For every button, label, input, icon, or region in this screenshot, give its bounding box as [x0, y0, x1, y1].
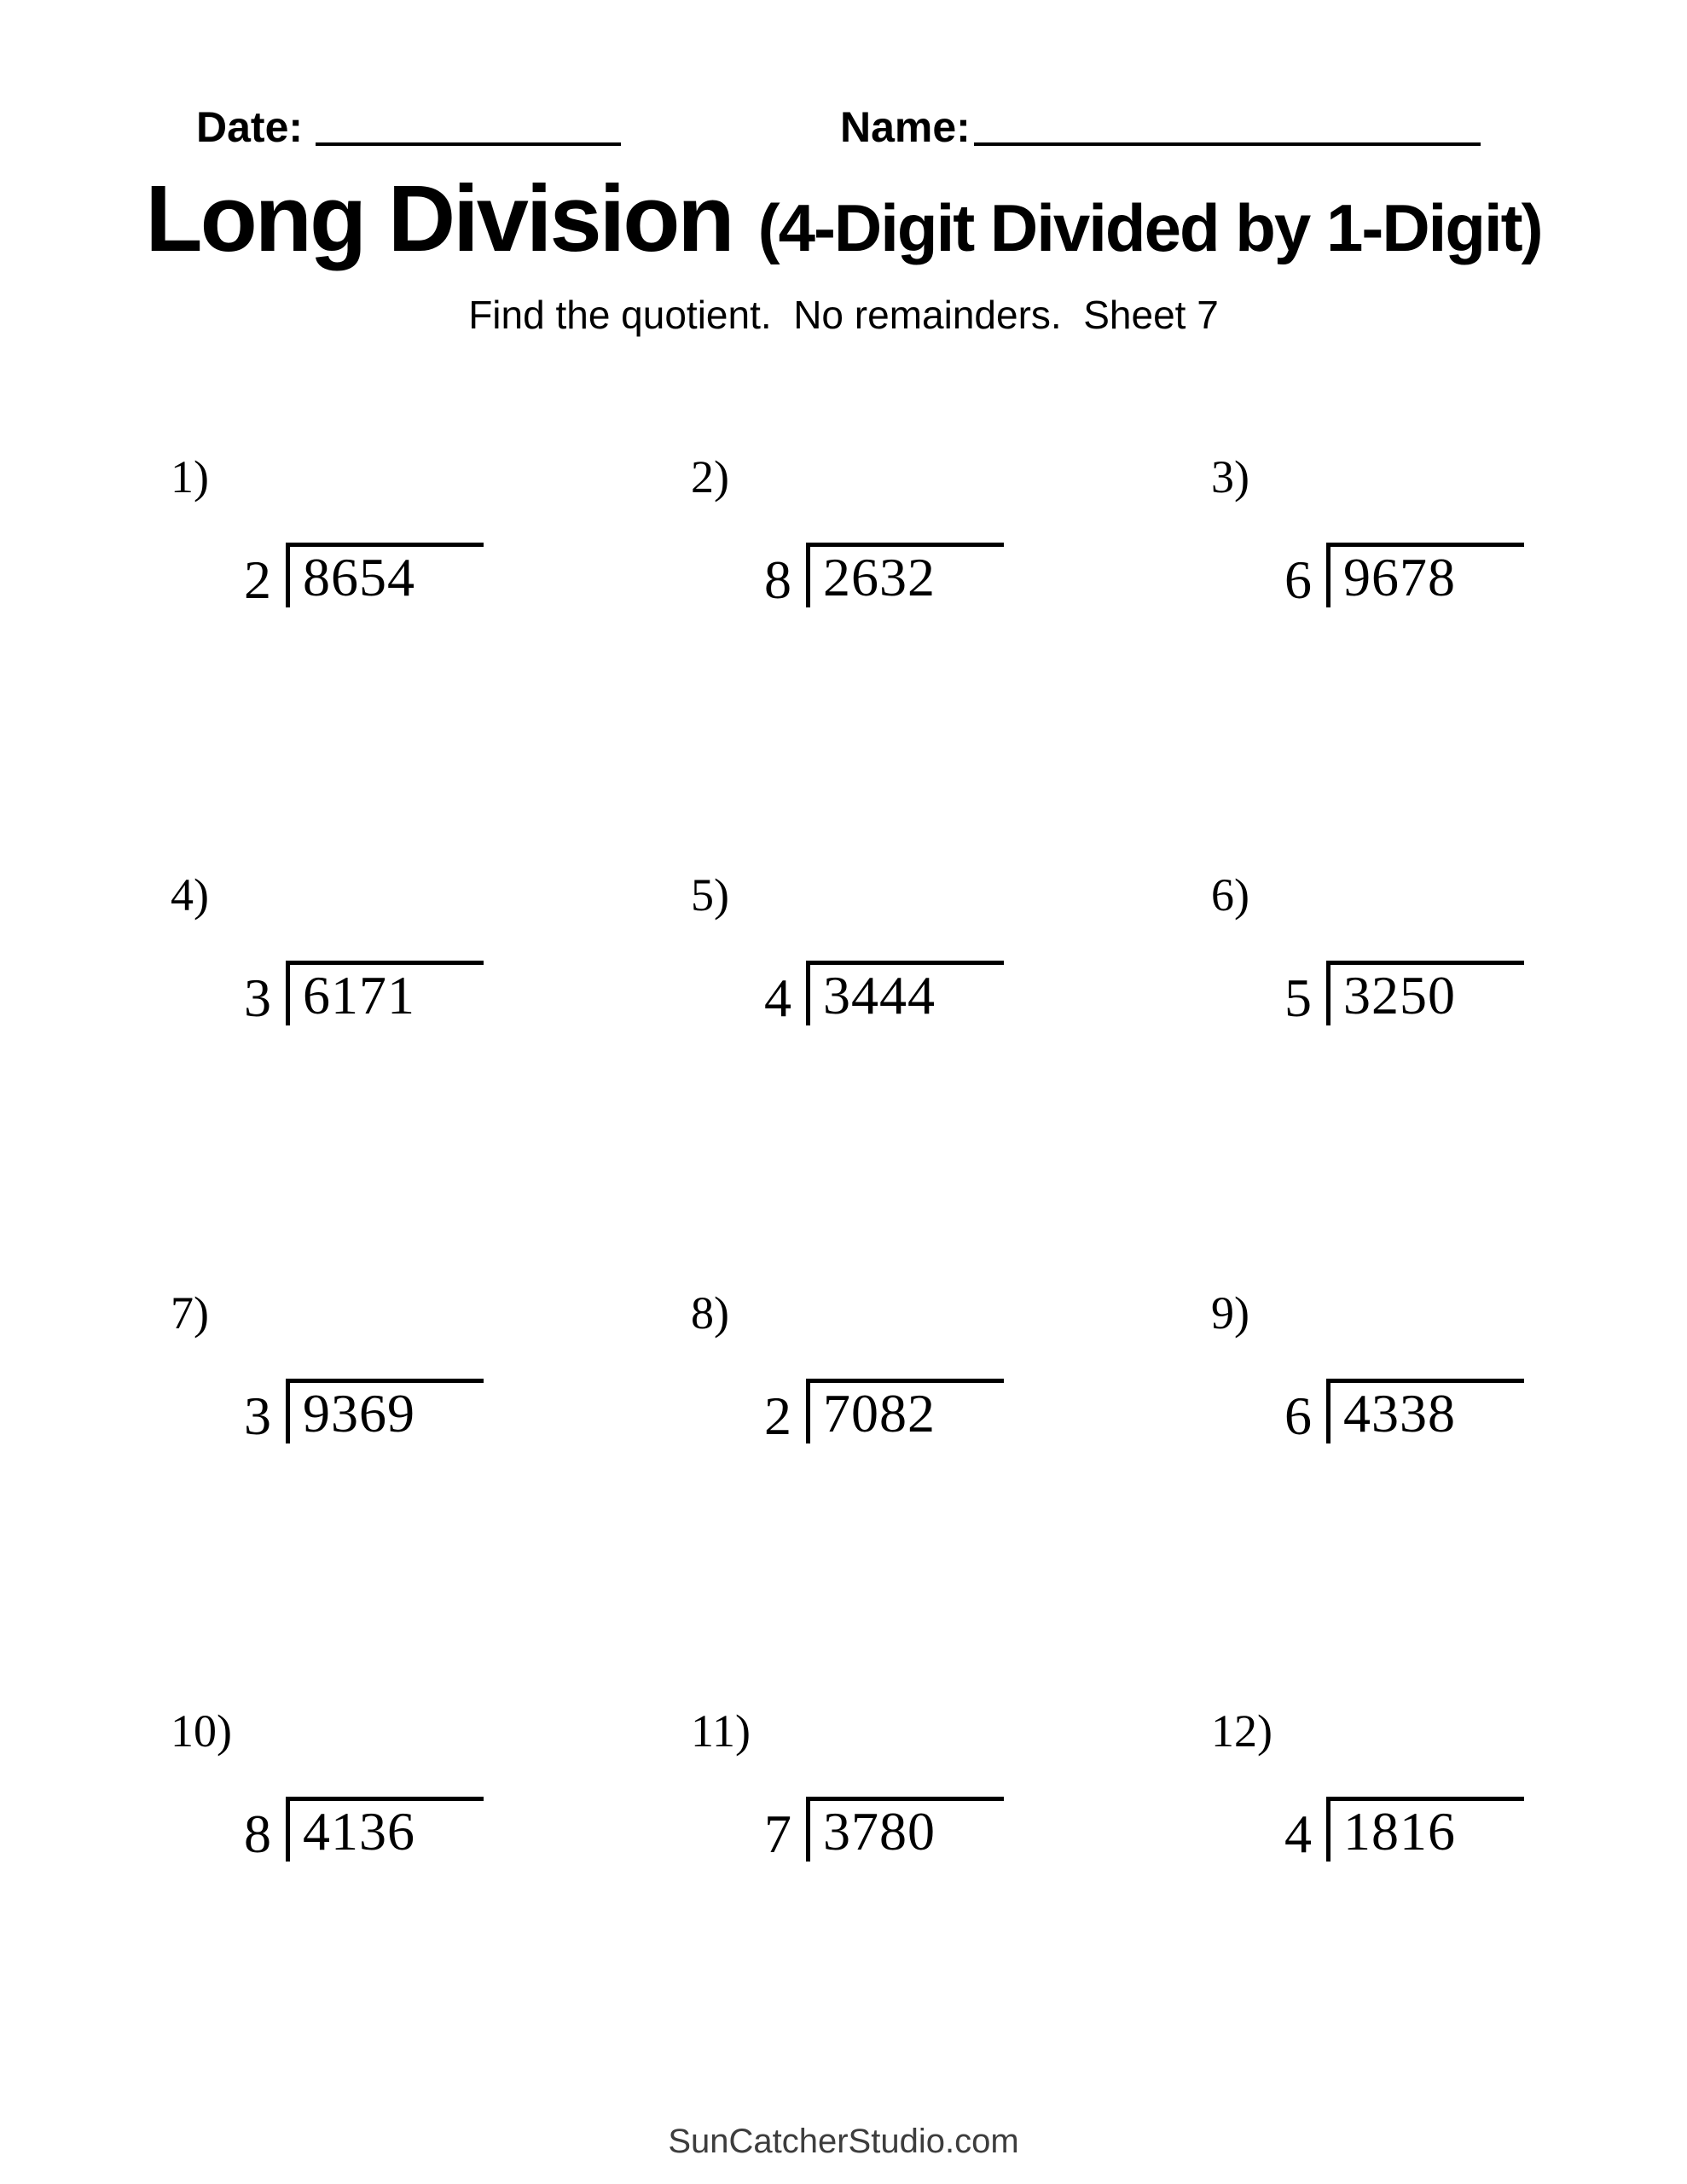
- long-division-expression: [244, 961, 484, 1028]
- title-suffix: (4-Digit Divided by 1-Digit): [757, 190, 1542, 265]
- divisor: 5: [1284, 967, 1312, 1028]
- problem-number: 6): [1211, 869, 1249, 921]
- problem-cell-3: [1211, 450, 1687, 868]
- dividend: 6171: [303, 965, 415, 1025]
- divisor: 8: [764, 549, 791, 610]
- long-division-expression: [244, 1379, 484, 1446]
- problem-cell-11: [691, 1705, 1211, 2123]
- problem-number: 5): [691, 869, 729, 921]
- problem-cell-6: [1211, 868, 1687, 1287]
- dividend: 3444: [823, 965, 936, 1025]
- divisor: 3: [244, 1385, 271, 1446]
- page-title: [0, 166, 1687, 271]
- division-bracket: [1326, 961, 1524, 1025]
- problem-number: 4): [171, 869, 209, 921]
- long-division-expression: [764, 961, 1004, 1028]
- divisor: 3: [244, 967, 271, 1028]
- divisor: 4: [1284, 1804, 1312, 1864]
- dividend: 8654: [303, 547, 415, 607]
- divisor: 2: [244, 549, 271, 610]
- problem-cell-1: [171, 450, 691, 868]
- long-division-expression: [1284, 543, 1524, 610]
- division-bracket: [1326, 543, 1524, 607]
- long-division-expression: [1284, 1379, 1524, 1446]
- date-label: Date:: [196, 103, 304, 151]
- problem-cell-2: [691, 450, 1211, 868]
- division-bracket: [286, 543, 484, 607]
- division-bracket: [1326, 1379, 1524, 1443]
- divisor: 6: [1284, 549, 1312, 610]
- dividend: 9678: [1343, 547, 1456, 607]
- problem-cell-4: [171, 868, 691, 1287]
- problem-cell-12: [1211, 1705, 1687, 2123]
- problem-cell-7: [171, 1287, 691, 1705]
- dividend: 3780: [823, 1801, 936, 1862]
- division-bracket: [806, 1797, 1004, 1862]
- problem-number: 8): [691, 1287, 729, 1339]
- long-division-expression: [244, 1797, 484, 1862]
- dividend: 3250: [1343, 965, 1456, 1025]
- divisor: 4: [764, 967, 791, 1028]
- divisor: 2: [764, 1385, 791, 1446]
- problem-number: 7): [171, 1287, 209, 1339]
- problem-number: 10): [171, 1705, 232, 1757]
- division-bracket: [1326, 1797, 1524, 1862]
- instructions: Find the quotient. No remainders. Sheet 7: [468, 293, 1219, 337]
- division-bracket: [286, 1797, 484, 1862]
- dividend: 9369: [303, 1383, 415, 1443]
- long-division-expression: [764, 1797, 1004, 1862]
- dividend: 7082: [823, 1383, 936, 1443]
- long-division-expression: [1284, 961, 1524, 1028]
- long-division-expression: [764, 1379, 1004, 1446]
- divisor: 6: [1284, 1385, 1312, 1446]
- problem-number: 12): [1211, 1705, 1272, 1757]
- divisor: 7: [764, 1804, 791, 1864]
- long-division-expression: [764, 543, 1004, 610]
- problem-number: 1): [171, 451, 209, 502]
- name-blank-line: [974, 142, 1481, 146]
- title-main: Long Division: [145, 166, 733, 271]
- division-bracket: [286, 1379, 484, 1443]
- problem-number: 2): [691, 451, 729, 502]
- division-bracket: [806, 961, 1004, 1025]
- problem-number: 11): [691, 1705, 751, 1757]
- problem-cell-10: [171, 1705, 691, 2123]
- problem-number: 3): [1211, 451, 1249, 502]
- problem-cell-8: [691, 1287, 1211, 1705]
- divisor: 8: [244, 1804, 271, 1864]
- footer-credit: SunCatcherStudio.com: [668, 2123, 1019, 2160]
- problem-number: 9): [1211, 1287, 1249, 1339]
- dividend: 1816: [1343, 1801, 1456, 1862]
- dividend: 4136: [303, 1801, 415, 1862]
- date-blank-line: [316, 142, 621, 146]
- name-label: Name:: [840, 103, 971, 151]
- dividend: 4338: [1343, 1383, 1456, 1443]
- problem-cell-5: [691, 868, 1211, 1287]
- problems-grid: [171, 450, 1687, 2123]
- dividend: 2632: [823, 547, 936, 607]
- division-bracket: [286, 961, 484, 1025]
- division-bracket: [806, 1379, 1004, 1443]
- division-bracket: [806, 543, 1004, 607]
- long-division-expression: [244, 543, 484, 610]
- problem-cell-9: [1211, 1287, 1687, 1705]
- long-division-expression: [1284, 1797, 1524, 1862]
